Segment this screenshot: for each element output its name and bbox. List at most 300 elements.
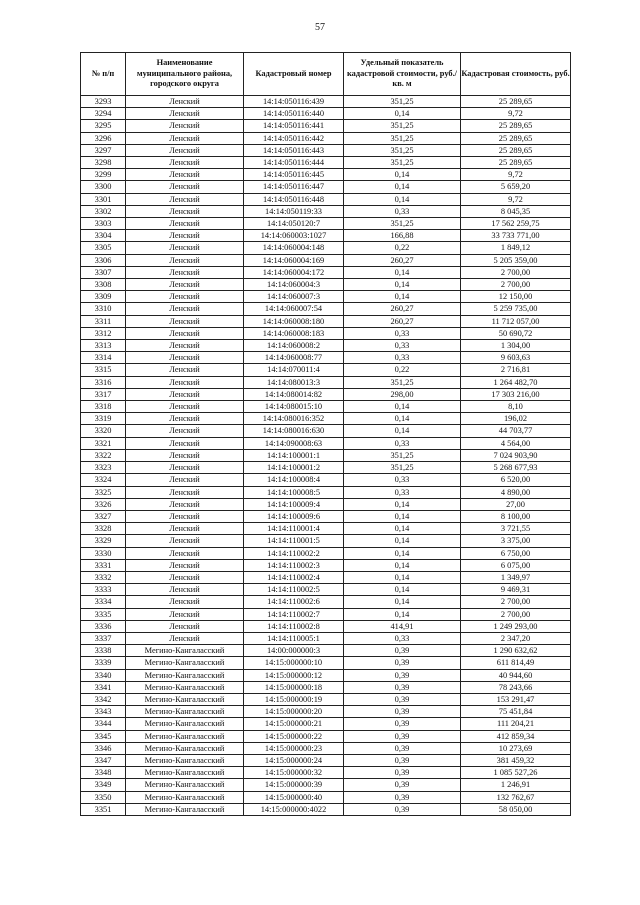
cadastral-value-cell: 75 451,84: [461, 706, 571, 718]
unit-value-cell: 351,25: [344, 218, 461, 230]
unit-value-cell: 0,39: [344, 803, 461, 815]
cadastral-value-cell: 58 050,00: [461, 803, 571, 815]
table-row: [81, 608, 571, 620]
row-number-cell: 3294: [81, 108, 126, 120]
cadastral-number-cell: 14:15:000000:4022: [244, 803, 344, 815]
row-number-cell: 3305: [81, 242, 126, 254]
district-cell: Ленский: [126, 401, 244, 413]
cadastral-value-cell: 25 289,65: [461, 157, 571, 169]
unit-value-cell: 0,14: [344, 108, 461, 120]
district-cell: Ленский: [126, 108, 244, 120]
cadastral-number-cell: 14:15:000000:40: [244, 791, 344, 803]
district-cell: Мегино-Кангаласский: [126, 742, 244, 754]
row-number-cell: 3301: [81, 193, 126, 205]
unit-value-cell: 351,25: [344, 96, 461, 108]
table-row: [81, 645, 571, 657]
cadastral-value-cell: 12 150,00: [461, 291, 571, 303]
cadastral-value-cell: 5 259 735,00: [461, 303, 571, 315]
cadastral-number-cell: 14:14:080013:3: [244, 376, 344, 388]
cadastral-value-cell: 11 712 057,00: [461, 315, 571, 327]
cadastral-number-cell: 14:14:100008:4: [244, 474, 344, 486]
table-row: [81, 620, 571, 632]
table-row: [81, 169, 571, 181]
row-number-cell: 3304: [81, 230, 126, 242]
cadastral-value-cell: 9 469,31: [461, 584, 571, 596]
district-cell: Ленский: [126, 291, 244, 303]
cadastral-value-cell: 33 733 771,00: [461, 230, 571, 242]
cadastral-value-cell: 17 303 216,00: [461, 388, 571, 400]
cadastral-number-cell: 14:15:000000:19: [244, 693, 344, 705]
cadastral-value-cell: 1 264 482,70: [461, 376, 571, 388]
table-row: [81, 132, 571, 144]
table-row: [81, 730, 571, 742]
cadastral-value-cell: 1 349,97: [461, 571, 571, 583]
table-row: [81, 242, 571, 254]
table-row: [81, 754, 571, 766]
table-row: [81, 462, 571, 474]
unit-value-cell: 0,14: [344, 584, 461, 596]
header-row-number: № п/п: [81, 53, 126, 96]
unit-value-cell: 260,27: [344, 315, 461, 327]
table-row: [81, 547, 571, 559]
row-number-cell: 3308: [81, 279, 126, 291]
unit-value-cell: 260,27: [344, 254, 461, 266]
cadastral-number-cell: 14:14:060007:54: [244, 303, 344, 315]
row-number-cell: 3306: [81, 254, 126, 266]
row-number-cell: 3314: [81, 352, 126, 364]
cadastral-number-cell: 14:14:060004:3: [244, 279, 344, 291]
table-row: [81, 144, 571, 156]
unit-value-cell: 0,14: [344, 425, 461, 437]
table-row: [81, 230, 571, 242]
unit-value-cell: 0,14: [344, 279, 461, 291]
row-number-cell: 3325: [81, 486, 126, 498]
unit-value-cell: 0,14: [344, 596, 461, 608]
unit-value-cell: 0,14: [344, 291, 461, 303]
district-cell: Ленский: [126, 547, 244, 559]
row-number-cell: 3341: [81, 681, 126, 693]
table-row: [81, 535, 571, 547]
cadastral-value-cell: 5 659,20: [461, 181, 571, 193]
cadastral-value-cell: 1 849,12: [461, 242, 571, 254]
district-cell: Ленский: [126, 584, 244, 596]
cadastral-number-cell: 14:14:050116:442: [244, 132, 344, 144]
row-number-cell: 3299: [81, 169, 126, 181]
table-row: [81, 352, 571, 364]
unit-value-cell: 0,33: [344, 327, 461, 339]
cadastral-value-cell: 412 859,34: [461, 730, 571, 742]
cadastral-number-cell: 14:14:050116:448: [244, 193, 344, 205]
district-cell: Ленский: [126, 144, 244, 156]
district-cell: Ленский: [126, 474, 244, 486]
cadastral-number-cell: 14:14:100001:2: [244, 462, 344, 474]
row-number-cell: 3340: [81, 669, 126, 681]
table-row: [81, 718, 571, 730]
unit-value-cell: 0,39: [344, 779, 461, 791]
row-number-cell: 3349: [81, 779, 126, 791]
cadastral-value-cell: 9,72: [461, 193, 571, 205]
unit-value-cell: 0,14: [344, 181, 461, 193]
district-cell: Ленский: [126, 559, 244, 571]
unit-value-cell: 0,39: [344, 730, 461, 742]
cadastral-value-cell: 2 700,00: [461, 279, 571, 291]
table-row: [81, 437, 571, 449]
table-row: [81, 669, 571, 681]
cadastral-value-cell: 2 347,20: [461, 632, 571, 644]
unit-value-cell: 0,39: [344, 742, 461, 754]
row-number-cell: 3315: [81, 364, 126, 376]
row-number-cell: 3316: [81, 376, 126, 388]
cadastral-number-cell: 14:14:110002:5: [244, 584, 344, 596]
header-cadastral-number: Кадастровый номер: [244, 53, 344, 96]
table-row: [81, 413, 571, 425]
cadastral-value-cell: 5 205 359,00: [461, 254, 571, 266]
table-row: [81, 327, 571, 339]
cadastral-value-cell: 44 703,77: [461, 425, 571, 437]
cadastral-value-cell: 4 890,00: [461, 486, 571, 498]
district-cell: Мегино-Кангаласский: [126, 706, 244, 718]
row-number-cell: 3313: [81, 340, 126, 352]
row-number-cell: 3321: [81, 437, 126, 449]
unit-value-cell: 0,39: [344, 767, 461, 779]
cadastral-number-cell: 14:14:110002:3: [244, 559, 344, 571]
district-cell: Ленский: [126, 571, 244, 583]
unit-value-cell: 0,14: [344, 608, 461, 620]
table-row: [81, 523, 571, 535]
cadastral-value-cell: 25 289,65: [461, 120, 571, 132]
cadastral-number-cell: 14:14:100008:5: [244, 486, 344, 498]
row-number-cell: 3296: [81, 132, 126, 144]
cadastral-number-cell: 14:14:110001:5: [244, 535, 344, 547]
district-cell: Ленский: [126, 352, 244, 364]
cadastral-value-cell: 3 721,55: [461, 523, 571, 535]
cadastral-number-cell: 14:14:050120:7: [244, 218, 344, 230]
district-cell: Мегино-Кангаласский: [126, 779, 244, 791]
cadastral-value-cell: 6 520,00: [461, 474, 571, 486]
cadastral-number-cell: 14:14:080014:82: [244, 388, 344, 400]
cadastral-value-cell: 2 700,00: [461, 266, 571, 278]
table-body: [81, 96, 571, 816]
table-row: [81, 157, 571, 169]
cadastral-value-cell: 1 249 293,00: [461, 620, 571, 632]
unit-value-cell: 260,27: [344, 303, 461, 315]
cadastral-number-cell: 14:14:060004:169: [244, 254, 344, 266]
table-row: [81, 571, 571, 583]
cadastral-number-cell: 14:14:100009:4: [244, 498, 344, 510]
row-number-cell: 3351: [81, 803, 126, 815]
header-cadastral-value: Кадастровая стоимость, руб.: [461, 53, 571, 96]
cadastral-number-cell: 14:15:000000:20: [244, 706, 344, 718]
row-number-cell: 3328: [81, 523, 126, 535]
row-number-cell: 3324: [81, 474, 126, 486]
row-number-cell: 3317: [81, 388, 126, 400]
cadastral-number-cell: 14:15:000000:32: [244, 767, 344, 779]
table-row: [81, 218, 571, 230]
district-cell: Мегино-Кангаласский: [126, 791, 244, 803]
unit-value-cell: 0,33: [344, 352, 461, 364]
row-number-cell: 3330: [81, 547, 126, 559]
cadastral-value-cell: 25 289,65: [461, 132, 571, 144]
table-row: [81, 96, 571, 108]
table-row: [81, 632, 571, 644]
table-row: [81, 779, 571, 791]
row-number-cell: 3298: [81, 157, 126, 169]
district-cell: Ленский: [126, 425, 244, 437]
unit-value-cell: 0,39: [344, 657, 461, 669]
district-cell: Ленский: [126, 523, 244, 535]
cadastral-value-cell: 8,10: [461, 401, 571, 413]
cadastral-number-cell: 14:14:110002:2: [244, 547, 344, 559]
cadastral-value-cell: 111 204,21: [461, 718, 571, 730]
table-row: [81, 486, 571, 498]
district-cell: Ленский: [126, 376, 244, 388]
unit-value-cell: 0,14: [344, 535, 461, 547]
row-number-cell: 3350: [81, 791, 126, 803]
table-header-row: [81, 53, 571, 96]
row-number-cell: 3295: [81, 120, 126, 132]
cadastral-number-cell: 14:14:050116:443: [244, 144, 344, 156]
unit-value-cell: 0,14: [344, 169, 461, 181]
unit-value-cell: 166,88: [344, 230, 461, 242]
unit-value-cell: 0,14: [344, 193, 461, 205]
table-row: [81, 291, 571, 303]
cadastral-value-cell: 2 700,00: [461, 608, 571, 620]
district-cell: Ленский: [126, 632, 244, 644]
unit-value-cell: 0,33: [344, 632, 461, 644]
district-cell: Ленский: [126, 181, 244, 193]
row-number-cell: 3333: [81, 584, 126, 596]
district-cell: Мегино-Кангаласский: [126, 657, 244, 669]
district-cell: Ленский: [126, 96, 244, 108]
district-cell: Ленский: [126, 510, 244, 522]
unit-value-cell: 351,25: [344, 132, 461, 144]
row-number-cell: 3327: [81, 510, 126, 522]
row-number-cell: 3303: [81, 218, 126, 230]
cadastral-value-cell: 9 603,63: [461, 352, 571, 364]
row-number-cell: 3318: [81, 401, 126, 413]
row-number-cell: 3323: [81, 462, 126, 474]
district-cell: Ленский: [126, 608, 244, 620]
cadastral-value-cell: 10 273,69: [461, 742, 571, 754]
cadastral-number-cell: 14:14:060008:77: [244, 352, 344, 364]
cadastral-number-cell: 14:15:000000:24: [244, 754, 344, 766]
district-cell: Ленский: [126, 266, 244, 278]
row-number-cell: 3335: [81, 608, 126, 620]
row-number-cell: 3348: [81, 767, 126, 779]
district-cell: Ленский: [126, 230, 244, 242]
cadastral-number-cell: 14:14:080015:10: [244, 401, 344, 413]
table-row: [81, 657, 571, 669]
district-cell: Мегино-Кангаласский: [126, 730, 244, 742]
district-cell: Мегино-Кангаласский: [126, 767, 244, 779]
unit-value-cell: 0,14: [344, 559, 461, 571]
table-row: [81, 449, 571, 461]
district-cell: Мегино-Кангаласский: [126, 754, 244, 766]
row-number-cell: 3334: [81, 596, 126, 608]
cadastral-number-cell: 14:14:110002:4: [244, 571, 344, 583]
row-number-cell: 3307: [81, 266, 126, 278]
district-cell: Мегино-Кангаласский: [126, 803, 244, 815]
district-cell: Ленский: [126, 620, 244, 632]
table-row: [81, 254, 571, 266]
cadastral-value-cell: 27,00: [461, 498, 571, 510]
row-number-cell: 3338: [81, 645, 126, 657]
table-row: [81, 767, 571, 779]
unit-value-cell: 0,14: [344, 510, 461, 522]
cadastral-number-cell: 14:14:110002:8: [244, 620, 344, 632]
header-district: Наименование муниципального района, городского округа: [126, 53, 244, 96]
cadastral-number-cell: 14:15:000000:12: [244, 669, 344, 681]
district-cell: Мегино-Кангаласский: [126, 645, 244, 657]
cadastral-number-cell: 14:15:000000:10: [244, 657, 344, 669]
cadastral-number-cell: 14:14:050116:440: [244, 108, 344, 120]
table-row: [81, 401, 571, 413]
cadastral-number-cell: 14:15:000000:39: [244, 779, 344, 791]
row-number-cell: 3319: [81, 413, 126, 425]
cadastral-number-cell: 14:14:090008:63: [244, 437, 344, 449]
table-row: [81, 584, 571, 596]
row-number-cell: 3302: [81, 205, 126, 217]
district-cell: Ленский: [126, 169, 244, 181]
cadastral-number-cell: 14:14:050116:447: [244, 181, 344, 193]
district-cell: Ленский: [126, 340, 244, 352]
cadastral-value-cell: 5 268 677,93: [461, 462, 571, 474]
row-number-cell: 3309: [81, 291, 126, 303]
unit-value-cell: 0,39: [344, 669, 461, 681]
cadastral-number-cell: 14:15:000000:18: [244, 681, 344, 693]
table-row: [81, 474, 571, 486]
table-row: [81, 340, 571, 352]
table-row: [81, 681, 571, 693]
district-cell: Ленский: [126, 254, 244, 266]
unit-value-cell: 0,33: [344, 205, 461, 217]
cadastral-number-cell: 14:14:060004:172: [244, 266, 344, 278]
table-row: [81, 498, 571, 510]
cadastral-value-cell: 132 762,67: [461, 791, 571, 803]
district-cell: Ленский: [126, 327, 244, 339]
district-cell: Ленский: [126, 218, 244, 230]
table-row: [81, 388, 571, 400]
cadastral-number-cell: 14:14:060008:180: [244, 315, 344, 327]
table-row: [81, 266, 571, 278]
cadastral-value-cell: 25 289,65: [461, 96, 571, 108]
table-row: [81, 364, 571, 376]
unit-value-cell: 0,14: [344, 498, 461, 510]
table-row: [81, 376, 571, 388]
row-number-cell: 3336: [81, 620, 126, 632]
district-cell: Ленский: [126, 315, 244, 327]
table-row: [81, 193, 571, 205]
row-number-cell: 3311: [81, 315, 126, 327]
district-cell: Ленский: [126, 120, 244, 132]
unit-value-cell: 0,14: [344, 571, 461, 583]
cadastral-value-cell: 2 700,00: [461, 596, 571, 608]
table-row: [81, 181, 571, 193]
table-row: [81, 791, 571, 803]
table-row: [81, 693, 571, 705]
cadastral-number-cell: 14:14:060004:148: [244, 242, 344, 254]
row-number-cell: 3332: [81, 571, 126, 583]
unit-value-cell: 0,39: [344, 718, 461, 730]
cadastral-number-cell: 14:14:060003:1027: [244, 230, 344, 242]
row-number-cell: 3297: [81, 144, 126, 156]
cadastral-value-cell: 8 045,35: [461, 205, 571, 217]
unit-value-cell: 0,22: [344, 364, 461, 376]
table-row: [81, 803, 571, 815]
row-number-cell: 3320: [81, 425, 126, 437]
unit-value-cell: 298,00: [344, 388, 461, 400]
district-cell: Ленский: [126, 193, 244, 205]
cadastral-number-cell: 14:14:050119:33: [244, 205, 344, 217]
district-cell: Ленский: [126, 388, 244, 400]
district-cell: Ленский: [126, 596, 244, 608]
cadastral-value-cell: 8 100,00: [461, 510, 571, 522]
row-number-cell: 3339: [81, 657, 126, 669]
cadastral-value-cell: 153 291,47: [461, 693, 571, 705]
table-row: [81, 510, 571, 522]
row-number-cell: 3326: [81, 498, 126, 510]
cadastral-number-cell: 14:14:100009:6: [244, 510, 344, 522]
row-number-cell: 3300: [81, 181, 126, 193]
unit-value-cell: 0,39: [344, 754, 461, 766]
cadastral-value-cell: 1 290 632,62: [461, 645, 571, 657]
cadastral-value-cell: 1 304,00: [461, 340, 571, 352]
cadastral-number-cell: 14:14:110001:4: [244, 523, 344, 535]
cadastral-number-cell: 14:14:110002:7: [244, 608, 344, 620]
unit-value-cell: 0,39: [344, 706, 461, 718]
cadastral-number-cell: 14:14:070011:4: [244, 364, 344, 376]
table-row: [81, 303, 571, 315]
unit-value-cell: 351,25: [344, 144, 461, 156]
district-cell: Ленский: [126, 449, 244, 461]
district-cell: Ленский: [126, 498, 244, 510]
unit-value-cell: 351,25: [344, 462, 461, 474]
table-row: [81, 596, 571, 608]
cadastral-value-cell: 3 375,00: [461, 535, 571, 547]
cadastral-number-cell: 14:14:060007:3: [244, 291, 344, 303]
table-row: [81, 425, 571, 437]
district-cell: Мегино-Кангаласский: [126, 718, 244, 730]
unit-value-cell: 0,33: [344, 437, 461, 449]
district-cell: Мегино-Кангаласский: [126, 669, 244, 681]
unit-value-cell: 351,25: [344, 157, 461, 169]
unit-value-cell: 351,25: [344, 120, 461, 132]
cadastral-value-cell: 6 750,00: [461, 547, 571, 559]
cadastral-number-cell: 14:15:000000:23: [244, 742, 344, 754]
table-row: [81, 559, 571, 571]
unit-value-cell: 0,33: [344, 340, 461, 352]
unit-value-cell: 0,14: [344, 547, 461, 559]
cadastral-value-cell: 7 024 903,90: [461, 449, 571, 461]
header-unit-value: Удельный показатель кадастровой стоимости, руб./кв. м: [344, 53, 461, 96]
cadastral-value-cell: 6 075,00: [461, 559, 571, 571]
row-number-cell: 3343: [81, 706, 126, 718]
table-row: [81, 279, 571, 291]
table-row: [81, 742, 571, 754]
district-cell: Ленский: [126, 413, 244, 425]
cadastral-value-cell: 611 814,49: [461, 657, 571, 669]
district-cell: Ленский: [126, 462, 244, 474]
cadastral-value-cell: 25 289,65: [461, 144, 571, 156]
cadastral-number-cell: 14:14:060008:2: [244, 340, 344, 352]
row-number-cell: 3342: [81, 693, 126, 705]
row-number-cell: 3310: [81, 303, 126, 315]
unit-value-cell: 0,39: [344, 645, 461, 657]
unit-value-cell: 351,25: [344, 376, 461, 388]
district-cell: Ленский: [126, 303, 244, 315]
unit-value-cell: 0,39: [344, 791, 461, 803]
cadastral-number-cell: 14:14:110002:6: [244, 596, 344, 608]
